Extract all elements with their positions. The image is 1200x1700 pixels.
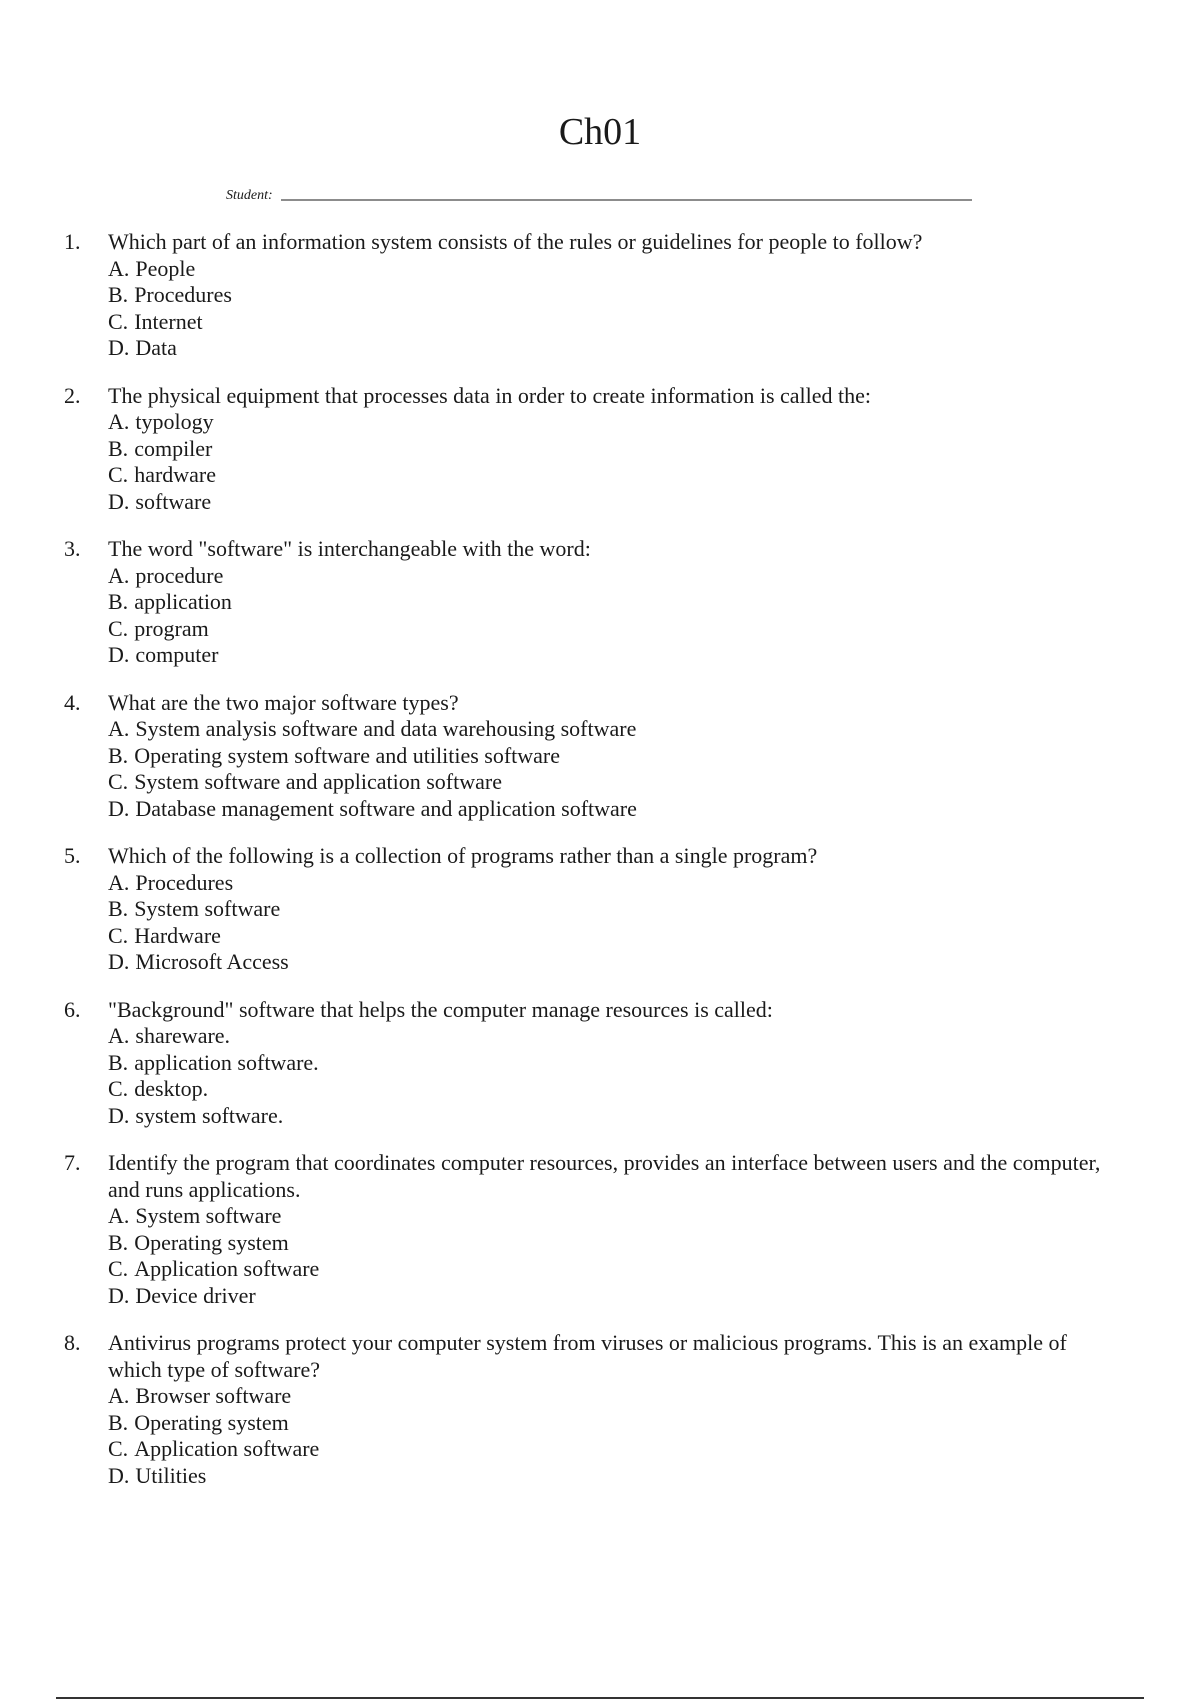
option-letter: D. xyxy=(108,1102,130,1128)
answer-option xyxy=(108,1203,1114,1230)
option-letter: A. xyxy=(108,1383,130,1408)
option-letter: C. xyxy=(108,1436,129,1461)
option-letter: C. xyxy=(108,462,129,487)
question-number: 2. xyxy=(64,382,81,408)
question-text: The physical equipment that processes data in order to create information is called the: xyxy=(108,382,872,408)
option-text: application software. xyxy=(134,1049,319,1075)
option-letter: D. xyxy=(108,642,130,667)
option-letter: A. xyxy=(108,1023,130,1048)
option-letter: B. xyxy=(108,1409,129,1435)
question-body xyxy=(108,843,1114,976)
student-name-line xyxy=(281,199,972,201)
option-text: People xyxy=(135,255,196,281)
answer-option xyxy=(108,282,1114,309)
question-body xyxy=(108,997,1114,1130)
option-text: typology xyxy=(135,409,214,434)
question-6 xyxy=(64,997,1114,1130)
question-text: What are the two major software types? xyxy=(108,689,459,715)
option-letter: C. xyxy=(108,1076,129,1101)
option-letter: B. xyxy=(108,1229,129,1255)
option-letter: B. xyxy=(108,435,129,461)
option-text: Database management software and application software xyxy=(135,795,637,821)
question-5 xyxy=(64,843,1114,976)
question-number: 5. xyxy=(64,843,81,868)
question-number: 6. xyxy=(64,996,81,1022)
answer-option xyxy=(108,642,1114,669)
option-text: System software and application software xyxy=(134,769,502,794)
answer-option xyxy=(108,1256,1114,1283)
option-text: Operating system software and utilities software xyxy=(134,742,561,768)
answer-option xyxy=(108,436,1114,463)
option-text: Application software xyxy=(134,1256,320,1281)
question-body xyxy=(108,383,1114,516)
student-name-row xyxy=(226,184,972,204)
question-text: Which part of an information system consists of the rules or guidelines for people to follow? xyxy=(108,229,923,254)
question-body xyxy=(108,1330,1114,1489)
answer-option xyxy=(108,896,1114,923)
question-number: 7. xyxy=(64,1150,81,1175)
option-text: Device driver xyxy=(135,1282,256,1308)
option-text: shareware. xyxy=(135,1023,231,1048)
option-letter: B. xyxy=(108,589,129,614)
option-text: Microsoft Access xyxy=(135,949,289,974)
option-letter: B. xyxy=(108,896,129,921)
question-7 xyxy=(64,1150,1114,1309)
option-letter: C. xyxy=(108,769,129,794)
answer-option xyxy=(108,870,1114,897)
option-letter: A. xyxy=(108,255,130,281)
option-letter: A. xyxy=(108,716,130,741)
option-letter: B. xyxy=(108,1049,129,1075)
answer-option xyxy=(108,1436,1114,1463)
option-text: Procedures xyxy=(134,282,232,307)
answer-option xyxy=(108,462,1114,489)
option-text: Browser software xyxy=(135,1383,292,1408)
option-text: procedure xyxy=(135,562,224,588)
question-2 xyxy=(64,383,1114,516)
answer-option xyxy=(108,923,1114,950)
option-text: hardware xyxy=(134,462,217,487)
option-text: System software xyxy=(134,896,281,921)
answer-option xyxy=(108,335,1114,362)
question-text: Antivirus programs protect your computer system from viruses or malicious programs. This is an example of which type of software? xyxy=(108,1330,1067,1382)
option-text: compiler xyxy=(134,435,213,461)
option-text: System analysis software and data warehousing software xyxy=(135,716,637,741)
answer-option xyxy=(108,309,1114,336)
option-letter: C. xyxy=(108,615,129,641)
answer-option xyxy=(108,1076,1114,1103)
answer-option xyxy=(108,563,1114,590)
option-letter: D. xyxy=(108,795,130,821)
question-text: The word "software" is interchangeable with the word: xyxy=(108,536,591,561)
answer-option xyxy=(108,1283,1114,1310)
answer-option xyxy=(108,489,1114,516)
option-text: Procedures xyxy=(135,869,234,895)
option-letter: D. xyxy=(108,949,130,974)
answer-option xyxy=(108,409,1114,436)
option-text: program xyxy=(134,615,209,641)
option-letter: A. xyxy=(108,562,130,588)
question-list xyxy=(64,229,1114,1510)
answer-option xyxy=(108,1103,1114,1130)
option-text: Hardware xyxy=(134,922,221,948)
answer-option xyxy=(108,716,1114,743)
answer-option xyxy=(108,1463,1114,1490)
question-1 xyxy=(64,229,1114,362)
option-letter: B. xyxy=(108,742,129,768)
option-letter: A. xyxy=(108,1203,130,1228)
answer-option xyxy=(108,616,1114,643)
answer-option xyxy=(108,256,1114,283)
question-8 xyxy=(64,1330,1114,1489)
page-bottom-rule xyxy=(56,1697,1144,1699)
question-number: 4. xyxy=(64,689,81,715)
answer-option xyxy=(108,949,1114,976)
answer-option xyxy=(108,1050,1114,1077)
question-number: 8. xyxy=(64,1330,81,1355)
question-body xyxy=(108,690,1114,823)
option-text: Operating system xyxy=(134,1409,289,1435)
option-text: Utilities xyxy=(135,1462,207,1488)
question-number: 1. xyxy=(64,229,81,254)
answer-option xyxy=(108,769,1114,796)
option-letter: C. xyxy=(108,1256,129,1281)
option-text: system software. xyxy=(135,1102,284,1128)
option-text: Operating system xyxy=(134,1229,289,1255)
option-text: Application software xyxy=(134,1436,320,1461)
option-letter: B. xyxy=(108,282,129,307)
question-body xyxy=(108,536,1114,669)
option-text: desktop. xyxy=(134,1076,209,1101)
option-letter: A. xyxy=(108,869,130,895)
question-text: "Background" software that helps the computer manage resources is called: xyxy=(108,996,773,1022)
option-text: application xyxy=(134,589,232,614)
student-label: Student: xyxy=(226,188,273,203)
option-text: software xyxy=(135,488,212,514)
option-letter: D. xyxy=(108,488,130,514)
page-title: Ch01 xyxy=(558,111,642,153)
answer-option xyxy=(108,796,1114,823)
option-letter: C. xyxy=(108,308,129,334)
question-body xyxy=(108,1150,1114,1309)
option-letter: A. xyxy=(108,409,130,434)
option-text: Data xyxy=(135,335,177,360)
question-text: Identify the program that coordinates computer resources, provides an interface between users and the computer, and runs applications. xyxy=(108,1150,1101,1202)
option-letter: D. xyxy=(108,335,130,360)
option-letter: D. xyxy=(108,1462,130,1488)
question-number: 3. xyxy=(64,536,81,561)
question-3 xyxy=(64,536,1114,669)
option-text: Internet xyxy=(134,308,203,334)
answer-option xyxy=(108,1410,1114,1437)
question-body xyxy=(108,229,1114,362)
option-letter: D. xyxy=(108,1282,130,1308)
option-letter: C. xyxy=(108,922,129,948)
answer-option xyxy=(108,743,1114,770)
answer-option xyxy=(108,1383,1114,1410)
question-text: Which of the following is a collection of programs rather than a single program? xyxy=(108,843,818,868)
answer-option xyxy=(108,1230,1114,1257)
option-text: computer xyxy=(135,642,219,667)
answer-option xyxy=(108,1023,1114,1050)
option-text: System software xyxy=(135,1203,282,1228)
answer-option xyxy=(108,589,1114,616)
question-4 xyxy=(64,690,1114,823)
